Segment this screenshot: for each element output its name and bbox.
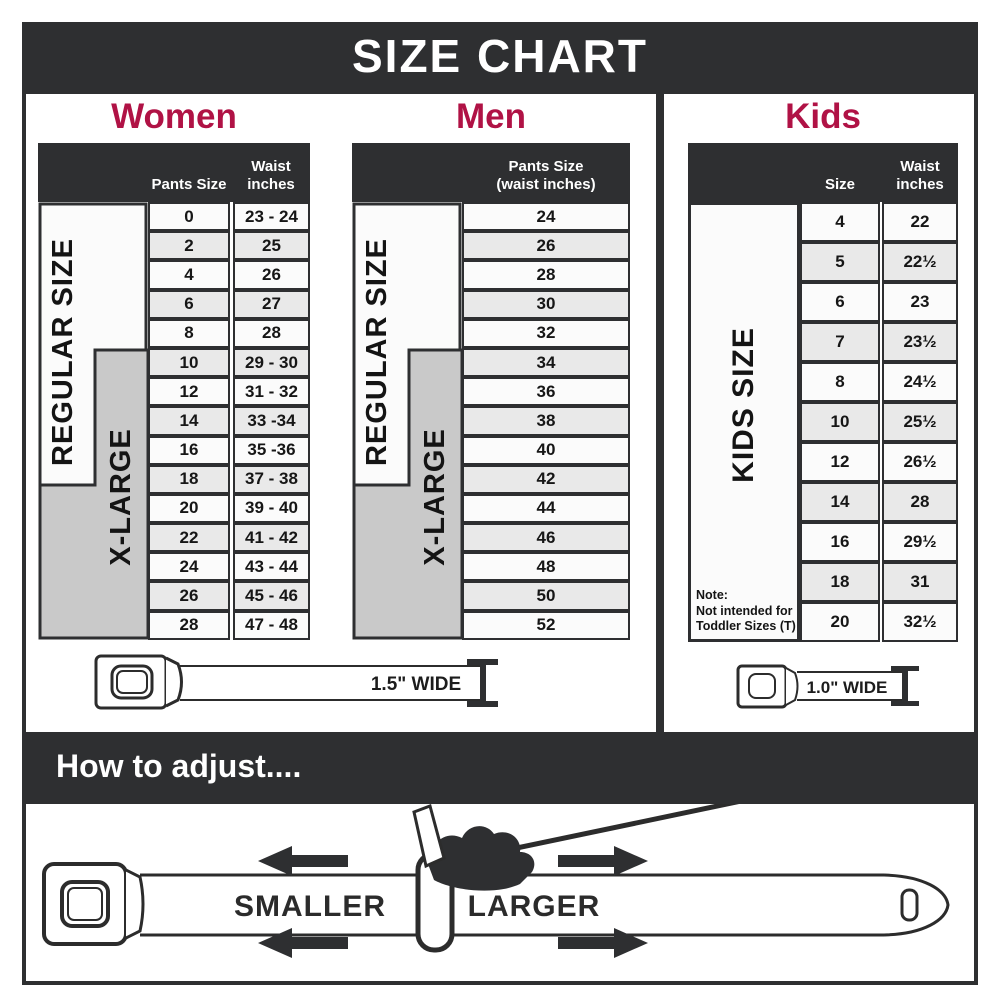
kids-belt-width-label: 1.0" WIDE bbox=[806, 678, 888, 697]
pants-size-cell: 24 bbox=[148, 552, 230, 581]
waist-inches-cell: 28 bbox=[233, 319, 310, 348]
seatbelt-buckle-icon bbox=[96, 656, 182, 708]
men-heading: Men bbox=[456, 97, 526, 136]
pants-size-cell: 10 bbox=[148, 348, 230, 377]
waist-inches-cell: 28 bbox=[882, 482, 958, 522]
men-size-row bbox=[462, 552, 630, 581]
kids-size-label-box bbox=[688, 202, 800, 642]
kids-note-title: Note: bbox=[696, 588, 728, 603]
men-size-row bbox=[462, 377, 630, 406]
waist-inches-cell: 23 - 24 bbox=[233, 202, 310, 231]
men-size-row bbox=[462, 581, 630, 610]
women-size-row bbox=[148, 377, 310, 406]
women-size-row bbox=[148, 319, 310, 348]
waist-inches-cell: 31 - 32 bbox=[233, 377, 310, 406]
women-size-row bbox=[148, 494, 310, 523]
waist-inches-cell: 23 bbox=[882, 282, 958, 322]
arrow-left-icon bbox=[258, 928, 348, 958]
waist-inches-cell: 25 bbox=[233, 231, 310, 260]
men-size-row bbox=[462, 406, 630, 435]
kids-size-row bbox=[800, 602, 958, 642]
seatbelt-buckle-icon bbox=[738, 666, 798, 707]
women-size-range-labels bbox=[38, 202, 148, 640]
women-size-row bbox=[148, 406, 310, 435]
waist-inches-cell: 35 -36 bbox=[233, 436, 310, 465]
pants-size-cell: 14 bbox=[148, 406, 230, 435]
women-waist-col-header: Waist inches bbox=[247, 157, 295, 194]
waist-inches-cell: 29 - 30 bbox=[233, 348, 310, 377]
women-size-row bbox=[148, 231, 310, 260]
women-heading: Women bbox=[111, 97, 237, 136]
kids-size-row bbox=[800, 362, 958, 402]
pants-size-cell: 8 bbox=[148, 319, 230, 348]
pants-size-cell: 6 bbox=[148, 290, 230, 319]
belt-tip-slot bbox=[902, 890, 917, 920]
size-cell: 4 bbox=[800, 202, 880, 242]
pants-size-cell: 46 bbox=[462, 523, 630, 552]
women-table-header bbox=[38, 143, 310, 202]
pants-size-cell: 34 bbox=[462, 348, 630, 377]
pants-size-cell: 42 bbox=[462, 465, 630, 494]
waist-inches-cell: 29½ bbox=[882, 522, 958, 562]
men-size-row bbox=[462, 436, 630, 465]
waist-inches-cell: 41 - 42 bbox=[233, 523, 310, 552]
men-table bbox=[462, 202, 630, 640]
kids-size-row bbox=[800, 202, 958, 242]
how-to-adjust-heading: How to adjust.... bbox=[22, 732, 978, 800]
women-size-row bbox=[148, 581, 310, 610]
kids-size-row bbox=[800, 322, 958, 362]
kids-note-body: Not intended for Toddler Sizes (T) bbox=[696, 603, 796, 634]
pants-size-cell: 48 bbox=[462, 552, 630, 581]
adult-belt-illustration bbox=[88, 648, 498, 718]
finger-icon bbox=[414, 806, 444, 866]
adult-belt-width-label: 1.5" WIDE bbox=[370, 674, 462, 695]
waist-inches-cell: 22 bbox=[882, 202, 958, 242]
men-size-range-labels bbox=[352, 202, 462, 640]
kids-size-row bbox=[800, 442, 958, 482]
women-size-row bbox=[148, 465, 310, 494]
pants-size-cell: 50 bbox=[462, 581, 630, 610]
women-size-row bbox=[148, 611, 310, 640]
size-cell: 8 bbox=[800, 362, 880, 402]
size-cell: 7 bbox=[800, 322, 880, 362]
pants-size-cell: 44 bbox=[462, 494, 630, 523]
size-cell: 20 bbox=[800, 602, 880, 642]
pants-size-cell: 24 bbox=[462, 202, 630, 231]
men-size-row bbox=[462, 260, 630, 289]
women-size-col-header: Pants Size bbox=[151, 176, 227, 194]
pants-size-cell: 28 bbox=[462, 260, 630, 289]
men-size-row bbox=[462, 465, 630, 494]
women-size-row bbox=[148, 348, 310, 377]
size-cell: 14 bbox=[800, 482, 880, 522]
pants-size-cell: 28 bbox=[148, 611, 230, 640]
waist-inches-cell: 31 bbox=[882, 562, 958, 602]
adjust-illustration bbox=[26, 804, 974, 981]
pants-size-cell: 16 bbox=[148, 436, 230, 465]
pants-size-cell: 20 bbox=[148, 494, 230, 523]
waist-inches-cell: 26 bbox=[233, 260, 310, 289]
pants-size-cell: 38 bbox=[462, 406, 630, 435]
size-cell: 10 bbox=[800, 402, 880, 442]
waist-inches-cell: 45 - 46 bbox=[233, 581, 310, 610]
kids-belt-illustration bbox=[735, 662, 925, 712]
pants-size-cell: 0 bbox=[148, 202, 230, 231]
pants-size-cell: 2 bbox=[148, 231, 230, 260]
men-xlarge-label: X-LARGE bbox=[419, 428, 451, 566]
smaller-label: SMALLER bbox=[234, 890, 386, 923]
waist-inches-cell: 33 -34 bbox=[233, 406, 310, 435]
women-regular-size-label: REGULAR SIZE bbox=[47, 238, 79, 466]
kids-size-row bbox=[800, 522, 958, 562]
pants-size-cell: 40 bbox=[462, 436, 630, 465]
pants-size-cell: 30 bbox=[462, 290, 630, 319]
waist-inches-cell: 43 - 44 bbox=[233, 552, 310, 581]
kids-size-col-header: Size bbox=[824, 176, 855, 194]
size-cell: 12 bbox=[800, 442, 880, 482]
pants-size-cell: 4 bbox=[148, 260, 230, 289]
men-size-row bbox=[462, 348, 630, 377]
men-regular-size-label: REGULAR SIZE bbox=[361, 238, 393, 466]
kids-size-row bbox=[800, 282, 958, 322]
waist-inches-cell: 26½ bbox=[882, 442, 958, 482]
kids-size-row bbox=[800, 482, 958, 522]
kids-size-row bbox=[800, 242, 958, 282]
kids-table-header bbox=[688, 143, 958, 202]
kids-heading: Kids bbox=[785, 97, 861, 136]
arrow-right-icon bbox=[558, 928, 648, 958]
kids-table bbox=[800, 202, 958, 642]
women-size-row bbox=[148, 552, 310, 581]
kids-waist-col-header: Waist inches bbox=[896, 157, 944, 194]
women-size-row bbox=[148, 290, 310, 319]
waist-inches-cell: 25½ bbox=[882, 402, 958, 442]
women-xlarge-label: X-LARGE bbox=[105, 428, 137, 566]
pants-size-cell: 52 bbox=[462, 611, 630, 640]
men-size-row bbox=[462, 202, 630, 231]
pants-size-cell: 12 bbox=[148, 377, 230, 406]
arrow-left-icon bbox=[258, 846, 348, 876]
size-cell: 18 bbox=[800, 562, 880, 602]
pants-size-cell: 18 bbox=[148, 465, 230, 494]
size-cell: 16 bbox=[800, 522, 880, 562]
pants-size-cell: 32 bbox=[462, 319, 630, 348]
waist-inches-cell: 24½ bbox=[882, 362, 958, 402]
men-size-row bbox=[462, 523, 630, 552]
pants-size-cell: 36 bbox=[462, 377, 630, 406]
women-size-row bbox=[148, 523, 310, 552]
size-cell: 6 bbox=[800, 282, 880, 322]
men-size-row bbox=[462, 319, 630, 348]
panel-divider bbox=[656, 90, 664, 736]
waist-inches-cell: 37 - 38 bbox=[233, 465, 310, 494]
pants-size-cell: 26 bbox=[462, 231, 630, 260]
men-size-col-header: Pants Size (waist inches) bbox=[496, 157, 596, 194]
waist-inches-cell: 32½ bbox=[882, 602, 958, 642]
kids-size-label: KIDS SIZE bbox=[727, 326, 760, 483]
men-size-row bbox=[462, 290, 630, 319]
larger-label: LARGER bbox=[467, 890, 601, 923]
men-size-row bbox=[462, 611, 630, 640]
kids-size-row bbox=[800, 562, 958, 602]
waist-inches-cell: 27 bbox=[233, 290, 310, 319]
size-cell: 5 bbox=[800, 242, 880, 282]
page-title: SIZE CHART bbox=[22, 22, 978, 90]
women-size-row bbox=[148, 202, 310, 231]
kids-size-row bbox=[800, 402, 958, 442]
waist-inches-cell: 22½ bbox=[882, 242, 958, 282]
men-size-row bbox=[462, 494, 630, 523]
pants-size-cell: 26 bbox=[148, 581, 230, 610]
waist-inches-cell: 39 - 40 bbox=[233, 494, 310, 523]
kids-note bbox=[696, 588, 796, 635]
women-size-row bbox=[148, 436, 310, 465]
women-size-row bbox=[148, 260, 310, 289]
waist-inches-cell: 47 - 48 bbox=[233, 611, 310, 640]
men-table-header bbox=[352, 143, 630, 202]
women-table bbox=[148, 202, 310, 640]
seatbelt-buckle-icon bbox=[44, 864, 143, 944]
arrow-right-icon bbox=[558, 846, 648, 876]
waist-inches-cell: 23½ bbox=[882, 322, 958, 362]
pants-size-cell: 22 bbox=[148, 523, 230, 552]
men-size-row bbox=[462, 231, 630, 260]
